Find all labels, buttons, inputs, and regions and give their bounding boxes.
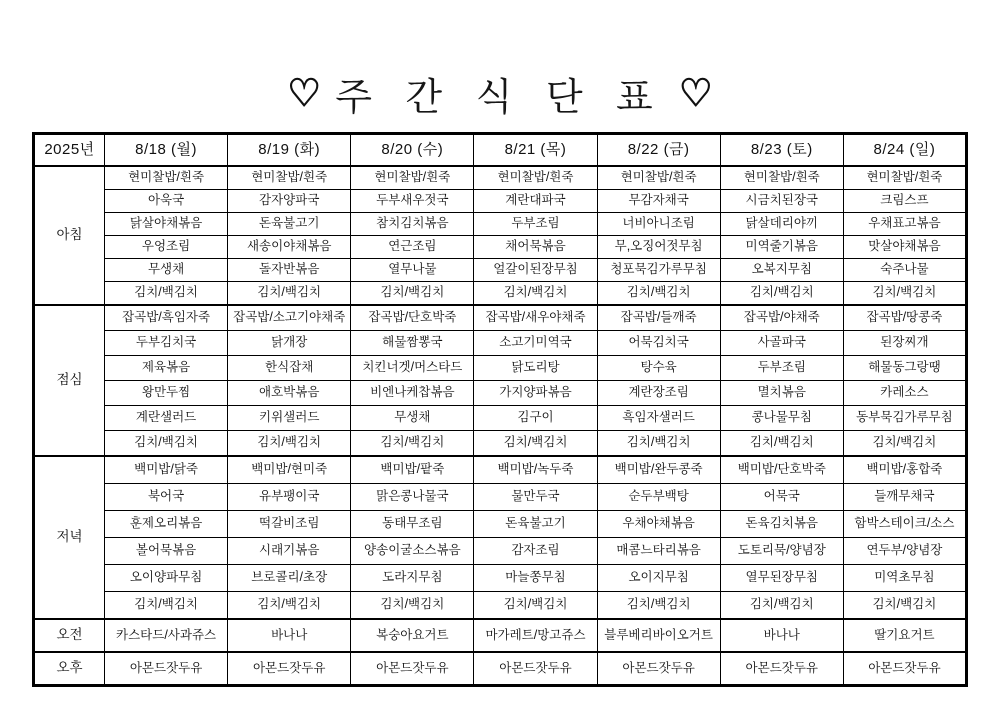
menu-cell: 우채야채볶음 [597,511,720,538]
menu-cell: 현미찰밥/흰죽 [351,166,474,190]
menu-cell: 아몬드잣두유 [843,652,966,686]
menu-cell: 들깨무채국 [843,484,966,511]
menu-cell: 해물짬뽕국 [351,331,474,356]
menu-cell: 열무된장무침 [720,565,843,592]
menu-cell: 김치/백김치 [105,282,228,306]
menu-cell: 카레소스 [843,381,966,406]
menu-cell: 백미밥/닭죽 [105,456,228,484]
menu-cell: 닭도리탕 [474,356,597,381]
menu-cell: 청포묵김가루무침 [597,259,720,282]
menu-cell: 김치/백김치 [351,592,474,620]
menu-cell: 맛살야채볶음 [843,236,966,259]
menu-cell: 도토리묵/양념장 [720,538,843,565]
menu-cell: 현미찰밥/흰죽 [228,166,351,190]
menu-cell: 닭개장 [228,331,351,356]
menu-cell: 왕만두찜 [105,381,228,406]
menu-row [34,592,967,620]
menu-cell: 무,오징어젓무침 [597,236,720,259]
menu-cell: 복숭아요거트 [351,619,474,652]
menu-cell: 아욱국 [105,190,228,213]
menu-cell: 키위샐러드 [228,406,351,431]
menu-cell: 제육볶음 [105,356,228,381]
menu-cell: 오복지무침 [720,259,843,282]
day-header-cell: 8/23 (토) [720,134,843,167]
menu-cell: 김치/백김치 [351,431,474,457]
menu-cell: 감자조림 [474,538,597,565]
menu-cell: 동부묵김가루무침 [843,406,966,431]
menu-cell: 김치/백김치 [474,431,597,457]
menu-cell: 두부조림 [474,213,597,236]
menu-cell: 아몬드잣두유 [228,652,351,686]
menu-cell: 현미찰밥/흰죽 [105,166,228,190]
menu-cell: 해물동그랑땡 [843,356,966,381]
day-header-cell: 8/22 (금) [597,134,720,167]
menu-cell: 훈제오리볶음 [105,511,228,538]
menu-cell: 잡곡밥/소고기야채죽 [228,305,351,331]
menu-row [34,619,967,652]
menu-cell: 무생채 [351,406,474,431]
menu-cell: 아몬드잣두유 [351,652,474,686]
section-label: 오후 [34,652,105,686]
menu-cell: 사골파국 [720,331,843,356]
menu-cell: 아몬드잣두유 [720,652,843,686]
menu-cell: 연근조림 [351,236,474,259]
menu-cell: 잡곡밥/흑임자죽 [105,305,228,331]
day-header-cell: 8/20 (수) [351,134,474,167]
menu-cell: 어묵김치국 [597,331,720,356]
menu-cell: 치킨너겟/머스타드 [351,356,474,381]
menu-cell: 한식잡채 [228,356,351,381]
menu-cell: 북어국 [105,484,228,511]
menu-cell: 열무나물 [351,259,474,282]
menu-cell: 백미밥/현미죽 [228,456,351,484]
menu-cell: 현미찰밥/흰죽 [843,166,966,190]
menu-cell: 현미찰밥/흰죽 [597,166,720,190]
menu-cell: 콩나물무침 [720,406,843,431]
menu-cell: 된장찌개 [843,331,966,356]
menu-cell: 소고기미역국 [474,331,597,356]
menu-row [34,456,967,484]
menu-cell: 김치/백김치 [105,592,228,620]
menu-cell: 아몬드잣두유 [105,652,228,686]
menu-cell: 김치/백김치 [597,431,720,457]
menu-cell: 계란대파국 [474,190,597,213]
menu-cell: 김치/백김치 [720,592,843,620]
menu-cell: 잡곡밥/야채죽 [720,305,843,331]
menu-cell: 김치/백김치 [720,282,843,306]
menu-row [34,190,967,213]
menu-cell: 연두부/양념장 [843,538,966,565]
menu-cell: 김구이 [474,406,597,431]
menu-cell: 감자양파국 [228,190,351,213]
menu-cell: 마늘쫑무침 [474,565,597,592]
menu-cell: 김치/백김치 [105,431,228,457]
menu-cell: 우채표고볶음 [843,213,966,236]
menu-cell: 도라지무침 [351,565,474,592]
menu-cell: 크림스프 [843,190,966,213]
menu-cell: 현미찰밥/흰죽 [720,166,843,190]
menu-cell: 딸기요거트 [843,619,966,652]
menu-cell: 멸치볶음 [720,381,843,406]
menu-cell: 애호박볶음 [228,381,351,406]
heart-right-icon: ♡ [678,73,713,115]
menu-cell: 김치/백김치 [843,282,966,306]
menu-cell: 무생채 [105,259,228,282]
menu-row [34,511,967,538]
menu-cell: 백미밥/홍합죽 [843,456,966,484]
menu-cell: 탕수육 [597,356,720,381]
menu-cell: 새송이야채볶음 [228,236,351,259]
menu-cell: 떡갈비조림 [228,511,351,538]
menu-cell: 숙주나물 [843,259,966,282]
menu-cell: 잡곡밥/땅콩죽 [843,305,966,331]
menu-cell: 함박스테이크/소스 [843,511,966,538]
menu-row [34,484,967,511]
menu-cell: 오이양파무침 [105,565,228,592]
menu-cell: 동태무조림 [351,511,474,538]
section-label: 아침 [34,166,105,305]
menu-cell: 닭살데리야끼 [720,213,843,236]
menu-cell: 백미밥/팥죽 [351,456,474,484]
menu-cell: 백미밥/완두콩죽 [597,456,720,484]
menu-cell: 맑은콩나물국 [351,484,474,511]
menu-cell: 참치김치볶음 [351,213,474,236]
menu-cell: 잡곡밥/새우야채죽 [474,305,597,331]
menu-row [34,652,967,686]
menu-cell: 브로콜리/초장 [228,565,351,592]
menu-cell: 순두부백탕 [597,484,720,511]
menu-cell: 시래기볶음 [228,538,351,565]
page-title [0,66,1000,121]
menu-cell: 어묵국 [720,484,843,511]
menu-cell: 바나나 [228,619,351,652]
menu-row [34,213,967,236]
day-header-cell: 8/21 (목) [474,134,597,167]
menu-cell: 잡곡밥/들깨죽 [597,305,720,331]
section-label: 저녁 [34,456,105,619]
menu-cell: 김치/백김치 [228,431,351,457]
menu-cell: 돈육불고기 [474,511,597,538]
menu-row [34,166,967,190]
heart-left-icon: ♡ [287,73,322,115]
menu-row [34,431,967,457]
menu-cell: 흑임자샐러드 [597,406,720,431]
menu-cell: 바나나 [720,619,843,652]
menu-row [34,305,967,331]
section-label: 오전 [34,619,105,652]
menu-cell: 두부새우젓국 [351,190,474,213]
menu-row [34,259,967,282]
menu-cell: 볼어묵볶음 [105,538,228,565]
menu-cell: 채어묵볶음 [474,236,597,259]
menu-row [34,538,967,565]
menu-cell: 양송이굴소스볶음 [351,538,474,565]
menu-cell: 돌자반볶음 [228,259,351,282]
menu-row [34,381,967,406]
menu-cell: 블루베리바이오거트 [597,619,720,652]
menu-cell: 김치/백김치 [597,282,720,306]
menu-cell: 김치/백김치 [474,592,597,620]
menu-cell: 돈육불고기 [228,213,351,236]
menu-cell: 두부김치국 [105,331,228,356]
menu-cell: 김치/백김치 [351,282,474,306]
menu-cell: 가지양파볶음 [474,381,597,406]
menu-cell: 김치/백김치 [474,282,597,306]
menu-cell: 김치/백김치 [720,431,843,457]
menu-row [34,406,967,431]
menu-cell: 김치/백김치 [843,431,966,457]
menu-cell: 카스타드/사과쥬스 [105,619,228,652]
menu-cell: 잡곡밥/단호박죽 [351,305,474,331]
year-header-cell: 2025년 [34,134,105,167]
menu-cell: 계란샐러드 [105,406,228,431]
menu-cell: 김치/백김치 [228,592,351,620]
menu-cell: 김치/백김치 [597,592,720,620]
menu-cell: 유부팽이국 [228,484,351,511]
menu-cell: 김치/백김치 [843,592,966,620]
menu-cell: 얼갈이된장무침 [474,259,597,282]
day-header-cell: 8/19 (화) [228,134,351,167]
meal-table [32,132,968,687]
menu-cell: 현미찰밥/흰죽 [474,166,597,190]
day-header-cell: 8/18 (월) [105,134,228,167]
menu-cell: 비엔나케찹볶음 [351,381,474,406]
menu-row [34,236,967,259]
section-label: 점심 [34,305,105,456]
menu-cell: 아몬드잣두유 [474,652,597,686]
menu-cell: 백미밥/녹두죽 [474,456,597,484]
menu-cell: 물만두국 [474,484,597,511]
day-header-cell: 8/24 (일) [843,134,966,167]
menu-cell: 시금치된장국 [720,190,843,213]
menu-cell: 매콤느타리볶음 [597,538,720,565]
menu-cell: 닭살야채볶음 [105,213,228,236]
menu-cell: 백미밥/단호박죽 [720,456,843,484]
page-title-text: 주 간 식 단 표 [335,77,665,119]
menu-cell: 계란장조림 [597,381,720,406]
menu-row [34,331,967,356]
menu-row [34,282,967,306]
menu-cell: 너비아니조림 [597,213,720,236]
menu-cell: 마가레트/망고쥬스 [474,619,597,652]
meal-table-header [34,134,967,167]
meal-table-body [34,166,967,686]
menu-cell: 두부조림 [720,356,843,381]
menu-cell: 돈육김치볶음 [720,511,843,538]
menu-cell: 김치/백김치 [228,282,351,306]
menu-cell: 오이지무침 [597,565,720,592]
menu-cell: 우엉조림 [105,236,228,259]
menu-cell: 무감자채국 [597,190,720,213]
menu-cell: 아몬드잣두유 [597,652,720,686]
menu-row [34,565,967,592]
menu-cell: 미역초무침 [843,565,966,592]
menu-cell: 미역줄기볶음 [720,236,843,259]
menu-row [34,356,967,381]
